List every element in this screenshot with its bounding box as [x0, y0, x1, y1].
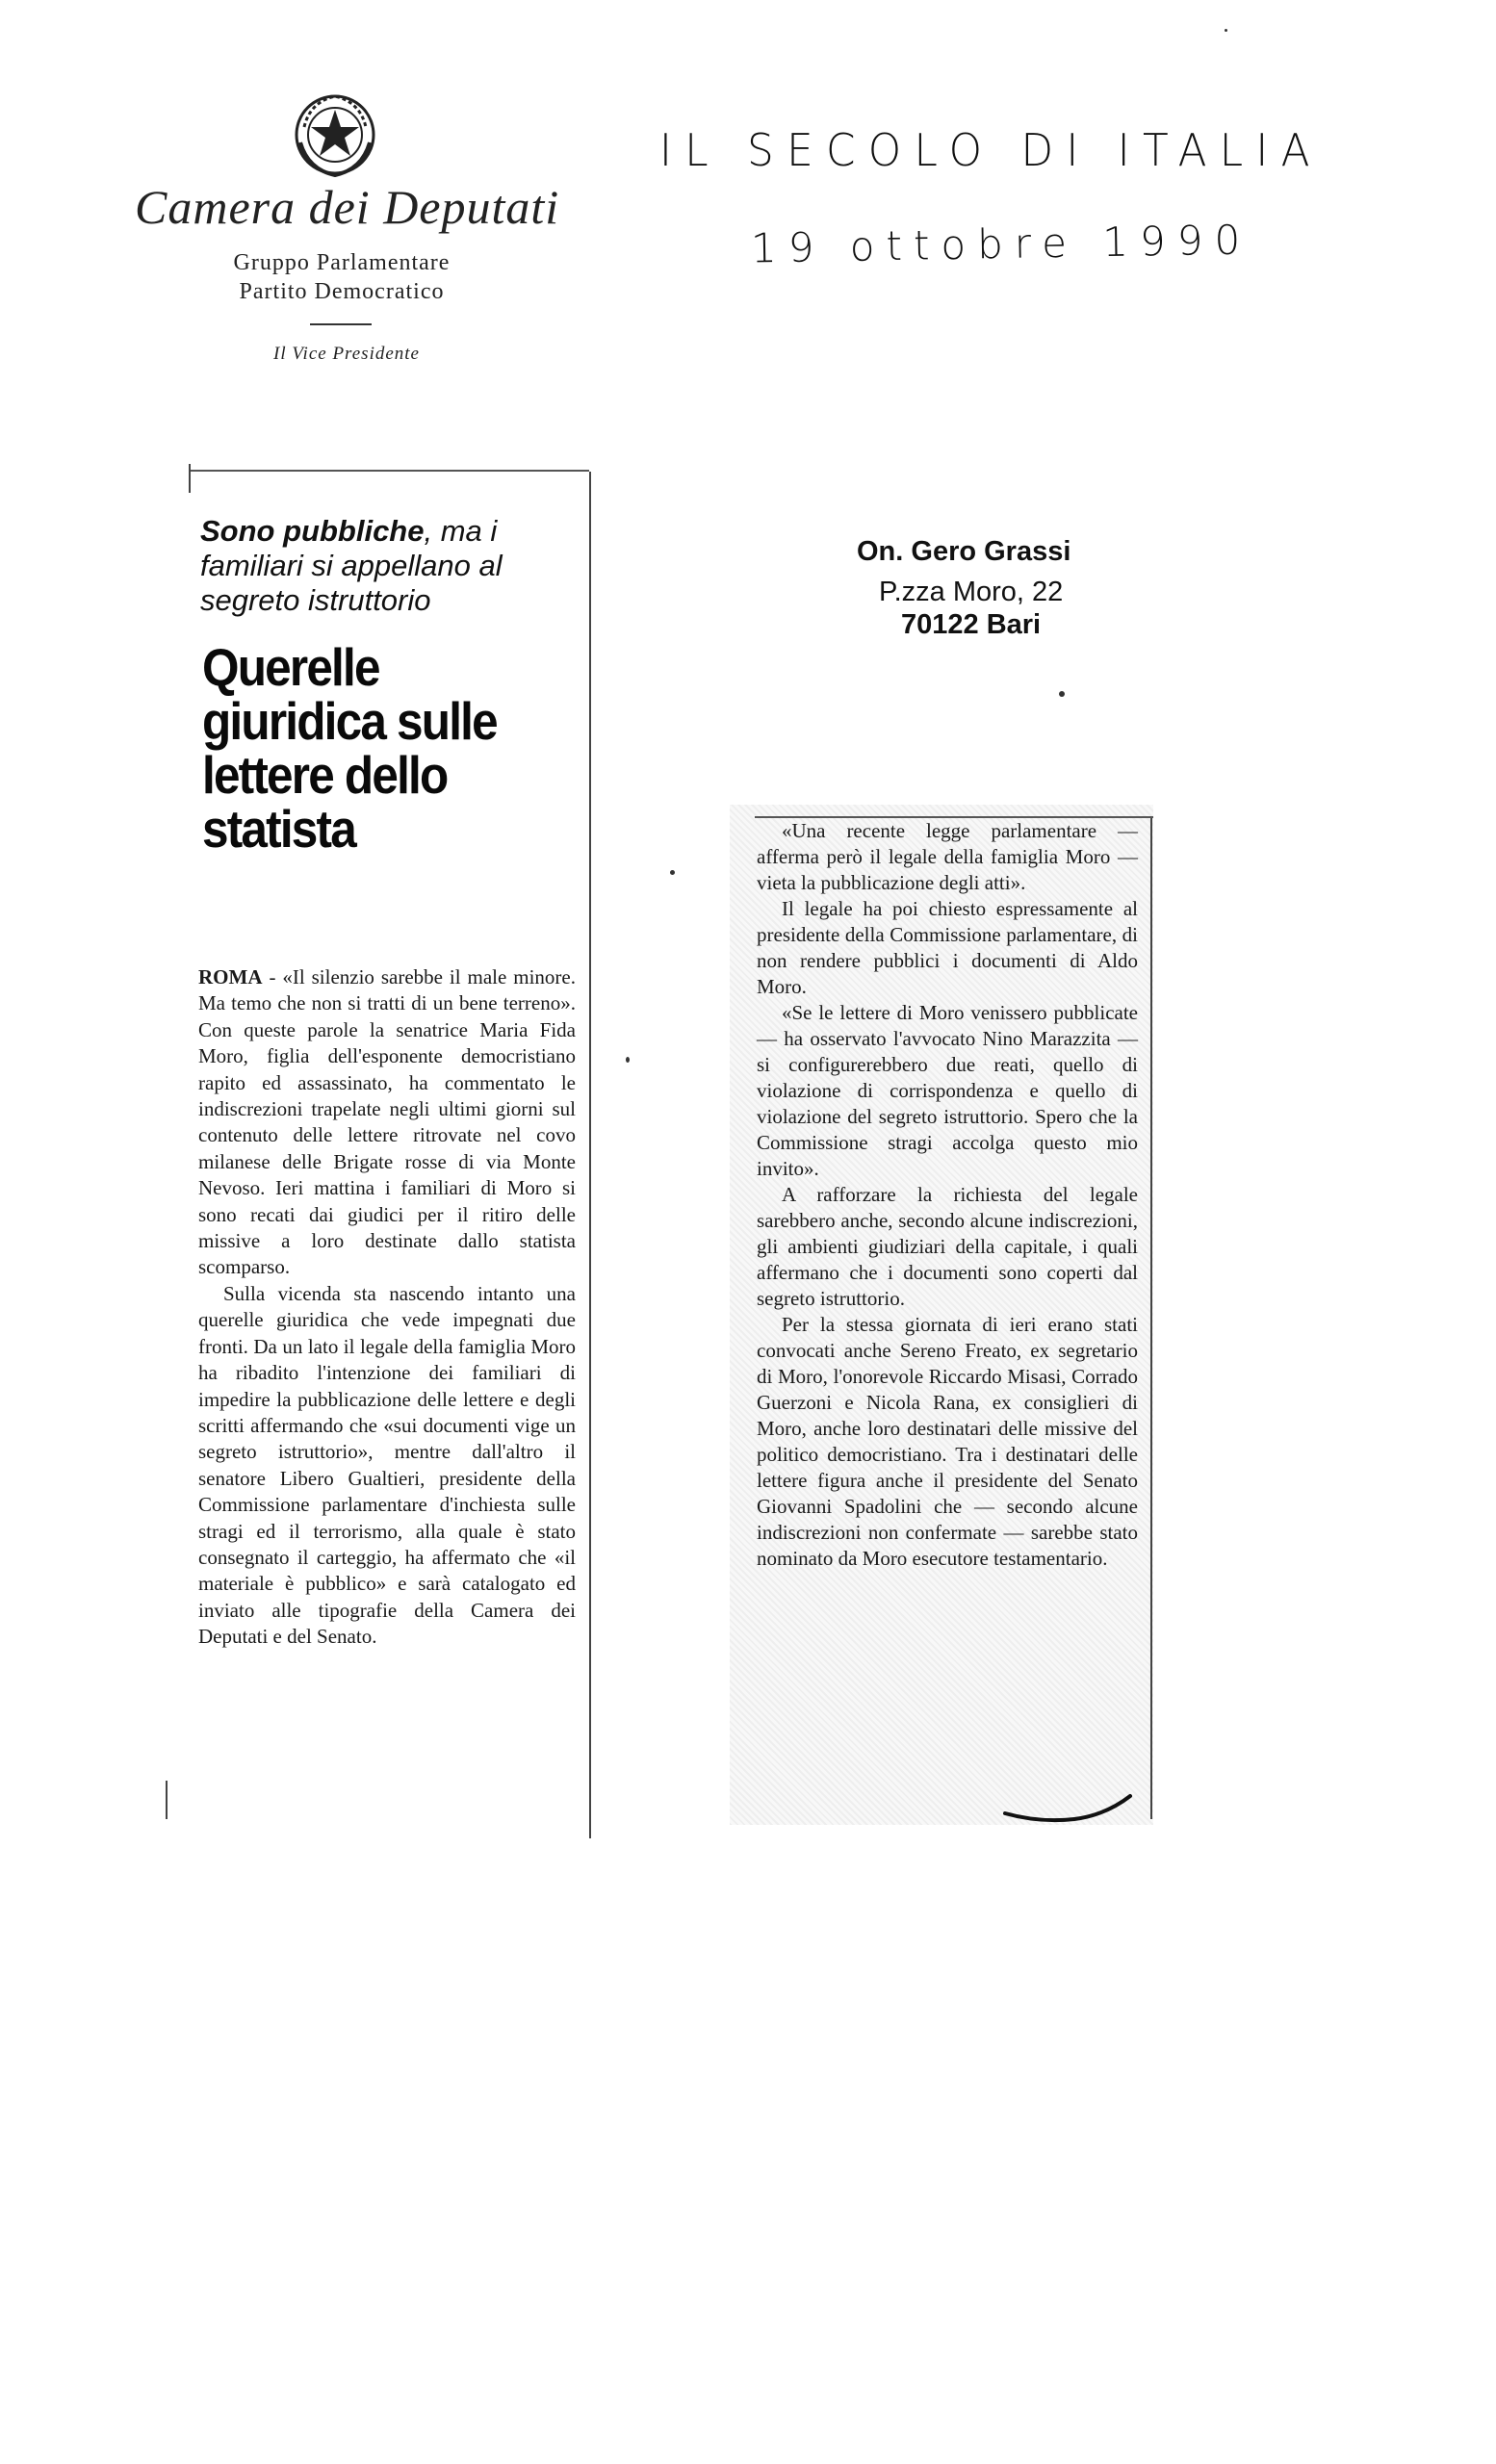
article-headline: Querelle giuridica sulle lettere dello statista: [202, 637, 497, 859]
group-name: Gruppo Parlamentare: [233, 250, 451, 275]
party-name: Partito Democratico: [239, 279, 445, 304]
address-street: P.zza Moro, 22: [879, 577, 1064, 607]
institution-name: Camera dei Deputati: [135, 180, 560, 234]
stray-mark: [670, 870, 675, 875]
address-name: On. Gero Grassi: [857, 536, 1071, 567]
article-kicker: [200, 514, 585, 618]
article-paragraph: [198, 964, 576, 1281]
official-title: Il Vice Presidente: [273, 344, 420, 364]
article-right-column: [757, 818, 1138, 1572]
stray-mark: [626, 1057, 630, 1063]
article-paragraph: A rafforzare la richiesta del legale sarebbero anche, secondo alcune indiscrezioni, gli ambienti giudiziari della capitale, i quali affermano che i documenti sono coperti dal segreto istruttorio.: [757, 1183, 1138, 1310]
clipping-right-edge: [1150, 818, 1152, 1819]
address-city: 70122 Bari: [901, 609, 1042, 640]
article-dateline: ROMA: [198, 965, 263, 988]
article-paragraph: Sulla vicenda sta nascendo intanto una querelle giuridica che vede impegnati due fronti. Da un lato il legale della famiglia Moro ha ribadito l'intenzione dei familiari di impedire la pubblicazione delle lettere e degli scritti affermando che «sui documenti vige un segreto istruttorio», mentre dall'altro il senatore Libero Gualtieri, presidente della Commissione parlamentare d'inchiesta sulle stragi ed il terrorismo, alla quale è stato consegnato il carteggio, ha affermato che «il materiale è pubblico» e sarà catalogato ed inviato alle tipografie della Camera dei Deputati e del Senato.: [198, 1281, 576, 1649]
article-paragraph: «Una recente legge parlamentare — afferma però il legale della famiglia Moro — vieta la pubblicazione degli atti».: [757, 819, 1138, 894]
kicker-bold-text: Sono pubbliche: [200, 514, 425, 548]
article-left-column: [198, 964, 576, 1651]
article-paragraph: «Se le lettere di Moro venissero pubblicate — ha osservato l'avvocato Nino Marazzita — si configurerebbero due reati, quello di violazione di corrispondenza e quello di violazione del segreto istruttorio. Spero che la Commissione stragi accolga questo mio invito».: [757, 1001, 1138, 1180]
italian-republic-emblem-icon: [289, 89, 381, 181]
handwritten-newspaper-name: IL SECOLO DI ITALIA: [659, 124, 1323, 176]
clipping-left-edge-lower: [166, 1781, 168, 1819]
letterhead-divider: [310, 323, 372, 325]
article-paragraph: Il legale ha poi chiesto espressamente al presidente della Commissione parlamentare, di non rendere pubblici i documenti di Aldo Moro.: [757, 897, 1138, 998]
stray-mark: [1225, 29, 1227, 32]
clipping-column-rule: [589, 472, 591, 1838]
stray-mark: [1059, 691, 1065, 697]
article-paragraph: Per la stessa giornata di ieri erano stati convocati anche Sereno Freato, ex segretario di Moro, l'onorevole Riccardo Misasi, Corrado Guerzoni e Nicola Rana, ex consiglieri di Moro, anche loro destinatari delle missive del politico democristiano. Tra i destinatari delle lettere figura anche il presidente del Senato Giovanni Spadolini che — secondo alcune indiscrezioni non confermate — sarebbe stato nominato da Moro esecutore testamentario.: [757, 1313, 1138, 1570]
handwritten-date: 19 ottobre 1990: [750, 216, 1252, 272]
handwritten-end-mark-icon: [1001, 1790, 1136, 1829]
clipping-left-edge: [189, 464, 191, 493]
clipping-top-edge: [189, 470, 589, 472]
kicker-text: , ma i familiari si appellano al segreto istruttorio: [200, 514, 503, 617]
paragraph-text: - «Il silenzio sarebbe il male minore. Ma temo che non si tratti di un bene terreno». Con queste parole la senatrice Maria Fida Moro, figlia dell'esponente democristiano rapito ed assassinato, ha commentato le indiscrezioni trapelate negli ultimi giorni sul contenuto delle lettere ritrovate nel covo milanese delle Brigate rosse di via Monte Nevoso. Ieri mattina i familiari di Moro si sono recati dai giudici per il ritiro delle missive a loro destinate dallo statista scomparso.: [198, 965, 577, 1279]
